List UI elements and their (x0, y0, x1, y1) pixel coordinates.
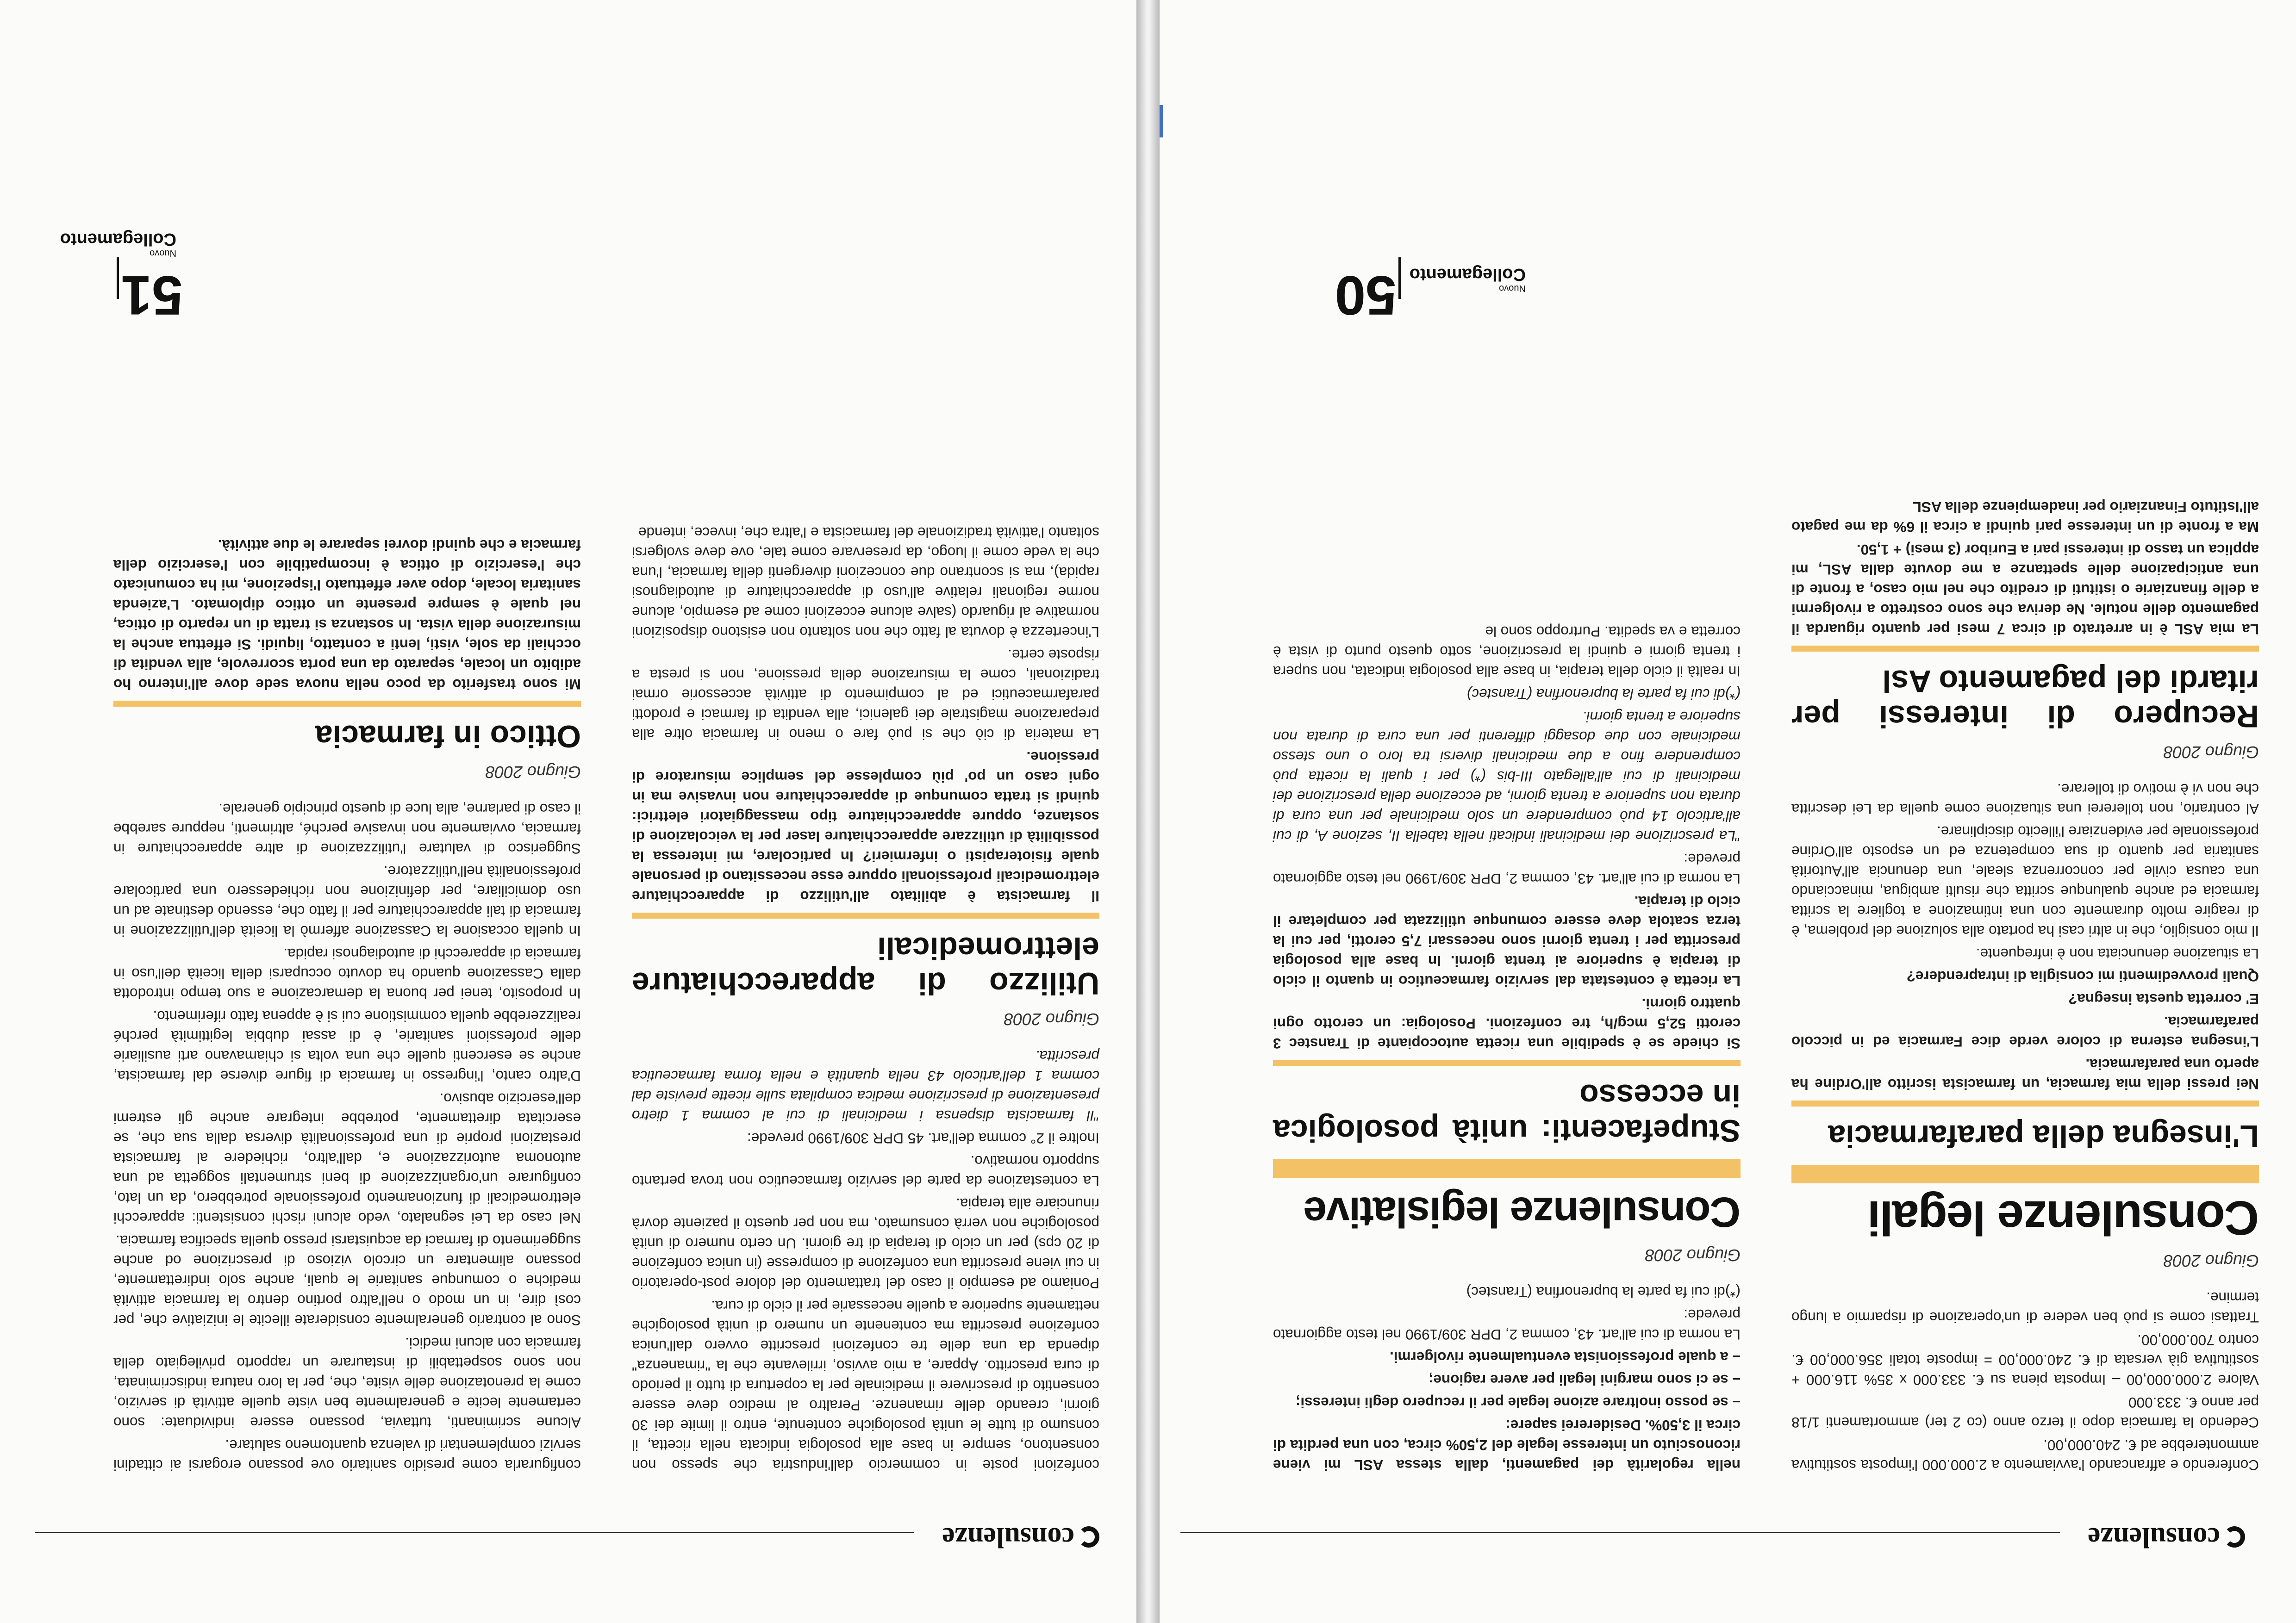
paragraph: In quella occasione la Cassazione affermò la liceità dell'utilizzazione in farmacia di tali apparecchiature per il fatto che, essendo destinate ad un uso domiciliare, per definizione non richiedessero una particolare professionalità nell'utilizzatore. (113, 863, 581, 939)
question: E' corretta questa insegna? (2068, 991, 2259, 1007)
brand-c-icon (2224, 1526, 2245, 1548)
folio-divider (117, 257, 119, 299)
paragraph: Nel caso da Lei segnalato, vedo alcuni rischi consistenti: apparecchi elettromedicali di funzionamento professionale potrebbero, da un lato, configurare un'organizzazione di beni strumentali soggetta ad una autonoma autorizzazione e, dall'altro, richiedere al farmacista prestazioni proprie di una professionalità diversa dalla sua che, se esercitata direttamente, potrebbe integrare anche gli estremi dell'esercizio abusivo. (113, 1090, 581, 1226)
paragraph: D'altro canto, l'ingresso in farmacia di figure diverse dal farmacista, anche se esercenti quelle che una volta si chiamavano arti ausiliarie delle professioni sanitarie, è di assai dubbia legittimità perché realizzerebbe quella commistione cui si è appena fatto riferimento. (113, 1008, 581, 1084)
brand-c-icon (1078, 1526, 1099, 1548)
page-51 (0, 0, 1136, 1623)
issue-date: Giugno 2008 (1004, 1010, 1099, 1029)
section-title: Consulenze legali (1868, 1191, 2259, 1244)
question: La mia ASL è in arretrato di circa 7 mesi per quanto riguarda il pagamento delle notule. Ne deriva che sono costretto a rivolgermi a delle finanziarie o istituti di credito che nel mio caso, a fronte di una anticipazione delle spettanze a me dovute dalla ASL, mi applica un tasso di interessi pari a Euribor (3 mesi) + 1,50. (1791, 541, 2259, 638)
paragraph: Inoltre il 2° comma dell'art. 45 DPR 309/1990 prevede: (747, 1130, 1099, 1147)
accent-rule (113, 701, 581, 707)
issue-date: Giugno 2008 (485, 763, 581, 782)
quoted-law: "Il farmacista dispensa i medicinali di cui al comma 1 dietro presentazione di prescrizione medica compilata sulle ricette previste dal comma 1 dell'articolo 43 nella quantità e nella forma farmaceutica prescritta. (632, 1048, 1099, 1124)
left-column-1 (1791, 494, 2259, 1475)
running-header (35, 1517, 1099, 1554)
question: Mi sono trasferito da poco nella nuova sede dove all'interno ho adibito un locale, separato da una porta scorrevole, alla vendita di occhiali da sole, visti, lenti a contatto, liquidi. Si effettua anche la misurazione della vista. In sostanza si tratta di un reparto di ottica, nel quale è sempre presente un ottico diplomato. L'azienda sanitaria locale, dopo aver effettuato l'ispezione, mi ha comunicato che l'esercizio di ottica è incompatibile con l'esercizio della farmacia e che quindi dovrei separare le due attività. (113, 537, 581, 693)
paragraph: Trattasi come si può ben vedere di un'operazione di risparmio a lungo termine. (1791, 1289, 2259, 1326)
page-50 (1160, 0, 2296, 1623)
paragraph: Suggerisco di valutare l'utilizzazione di altre apparecchiature in farmacia, ovviamente non invasive perché, altrimenti, neppure sarebbe il caso di parlarne, alla luce di questo principio generale. (113, 801, 581, 857)
issue-date: Giugno 2008 (2163, 1251, 2259, 1270)
question: nella regolarità dei pagamenti, dalla stessa ASL mi viene riconosciuto un interesse legale del 2,50% circa, con una perdita di circa il 3,50%. Desidererei sapere: (1273, 1417, 1741, 1474)
right-column-2 (113, 532, 581, 1475)
publication-name (60, 229, 176, 257)
question: Ma a fronte di un interesse pari quindi a circa il 6% da me pagato all'Istituto Finanziario per inadempienze della ASL (1791, 499, 2259, 535)
article-title: Ottico in farmacia (315, 719, 581, 754)
paragraph: In proposito, tenei per buona la demarcazione a suo tempo introdotta dalla Cassazione quando ha dovuto occuparsi della liceità dell'uso in farmacia di apparecchi di autodiagnosi rapida. (113, 945, 581, 1002)
paragraph: configurarla come presidio sanitario ove possano erogarsi ai cittadini servizi complementari di valenza quantomeno salutare. (113, 1437, 581, 1474)
paragraph: Alcune scriminanti, tuttavia, possano essere individuate: sono certamente lecite e generalmente ben viste quelle attività di servizio, come la prenotazione delle visite, che, per la loro natura indiscriminata, non sono sospettabili di instaurare un rapporto privilegiato della farmacia con alcuni medici. (113, 1335, 581, 1431)
publication-label: Collegamento (60, 230, 176, 249)
answer: L'incertezza è dovuta al fatto che non soltanto non esistono disposizioni normative al riguardo (salve alcune eccezioni come ad esempio, alcune norme regionali relative all'uso di apparecchiature di autodiagnosi rapida), ma si scontrano due concezioni divergenti della farmacia, l'una che la vede come il luogo, da preservare come tale, ove deve svolgersi soltanto l'attività tradizionale del farmacista e l'altra che, invece, intende (632, 524, 1099, 640)
article-title: Recupero di interessi per ritardi del pagamento Asl (1791, 664, 2259, 734)
paragraph: Poniamo ad esempio il caso del trattamento del dolore post-operatorio in cui viene prescritta una confezione di compresse (in unica confezione di 20 cps) per un ciclo di terapia di tre giorni. Un certo numero di unità posologiche non verrà consumato, ma non per questo il paziente dovrà rinunciare alla terapia. (632, 1195, 1099, 1292)
question: Quali provvedimenti mi consiglia di intraprendere? (1906, 968, 2259, 985)
question: La ricetta è contestata dal servizio farmaceutico in quanto il ciclo di terapia è superiore ai trenta giorni. In base alla posologia prescritta per i trenta giorni sono necessari 7,5 cerotti, per cui la terza scatola deve essere comunque utilizzata per completare il ciclo di terapia. (1273, 893, 1741, 989)
accent-bar (1273, 1159, 1741, 1178)
brand-text: consulenze (942, 1522, 1074, 1553)
answer: La norma di cui all'art. 43, comma 2, DPR 309/1990 nel testo aggiornato prevede: (1273, 851, 1741, 887)
paragraph: Cedendo la farmacia dopo il terzo anno (co 2 ter) ammortamenti 1/18 per anno €. 333.000 (1791, 1394, 2259, 1431)
accent-rule (1791, 1101, 2259, 1107)
paragraph: La contestazione da parte del servizio farmaceutico non trova pertanto supporto normativo. (632, 1153, 1099, 1189)
right-column-1 (632, 520, 1099, 1475)
issue-date: Giugno 2008 (2163, 743, 2259, 762)
accent-rule (632, 913, 1099, 919)
accent-rule (1273, 1060, 1741, 1066)
answer: La situazione denunciata non è infrequente. (1976, 945, 2259, 962)
publication-small: Nuovo (1499, 283, 1526, 293)
page-number: 51 (121, 264, 183, 326)
masthead-brand (942, 1522, 1099, 1553)
article-title: Utilizzo di apparecchiature elettromedicali (632, 931, 1099, 1001)
answer: La norma di cui all'art. 43, comma 2, DPR 309/1990 nel testo aggiornato prevede: (1273, 1306, 1741, 1343)
paragraph: Sono al contrario generalmente considerate illecite le iniziative che, per così dire, in un modo o nell'altro portino dentro la farmacia attività mediche o comunque sanitarie le quali, anche solo indirettamente, possano alimentare un circolo vizioso di prescrizione od anche suggerimento di farmaci da acquistarsi presso quella specifica farmacia. (113, 1232, 581, 1329)
accent-bar (1791, 1165, 2259, 1183)
article-title: L'insegna della parafarmacia (1828, 1119, 2259, 1154)
answer: Al contrario, non tollererei una situazione come quella da Lei descritta che non vi è motivo di tollerare. (1791, 781, 2259, 817)
footnote: (*)di cui fa parte la buprenorfina (Transtec) (1466, 686, 1741, 703)
answer: La materia di ciò che si può fare o meno in farmacia oltre alla preparazione magistrale dei galenici, alla vendita di farmaci e prodotti parafarmaceutici ed al compimento di attività accessorie ormai tradizionali, come la misurazione della pressione, non si presta a risposte certe. (632, 647, 1099, 743)
question: Il farmacista è abilitato all'utilizzo di apparecchiature elettromedicali professionali oppure esse necessitano di personale quale fisioterapisti o infermieri? In particolare, mi interessa la possibilità di utilizzare apparecchiature laser per la veicolazione di sostanze, oppure apparecchiature tipo massaggiatori elettrici: quindi si tratta comunque di apparecchiature non invasive ma in ogni caso un po' più complesse del semplice misuratore di pressione. (632, 749, 1099, 905)
folio-divider (1398, 257, 1401, 299)
question: – se posso inoltrare azione legale per il recupero degli interessi; (1295, 1394, 1741, 1411)
header-rule (1180, 1532, 2060, 1533)
masthead-brand (2088, 1522, 2245, 1553)
answer: Il mio consiglio, che in altri casi ha portato alla soluzione del problema, è di reagire molto duramente con una intimazione a togliere la scritta farmacia ed anche qualunque scritta che risulti ambigua, minacciando una causa civile per concorrenza sleale, una denuncia all'Autorità sanitaria per quanto di sua competenza ed un esposto all'Ordine professionale per evidenziare l'illecito disciplinare. (1791, 823, 2259, 939)
page-folio (1335, 257, 1532, 327)
running-header (1180, 1517, 2245, 1554)
question: – a quale professionista eventualmente rivolgermi. (1390, 1349, 1741, 1366)
section-title: Consulenze legislative (1304, 1188, 1741, 1236)
brand-text: consulenze (2088, 1522, 2220, 1553)
header-rule (35, 1532, 914, 1533)
answer: In realtà il ciclo della terapia, in base alla posologia indicata, non supera i trenta giorni e quindi la prescrizione, sotto questo punto di vista è corretta e va spedita. Purtroppo sono le (1273, 623, 1741, 680)
answer: (*)di cui fa parte la buprenorfina (Transtec) (1466, 1284, 1741, 1300)
question: Nei pressi della mia farmacia, un farmacista iscritto all'Ordine ha aperto una parafarmacia. (1791, 1056, 2259, 1093)
quoted-law: "La prescrizione dei medicinali indicati nella tabella II, sezione A, di cui all'articolo 14 può comprendere un solo medicinale per una cura di durata non superiore a trenta giorni, ad eccezione della prescrizione dei medicinali di cui all'allegato III-bis (*) per i quali la ricetta può comprendere fino a due medicinali diversi tra loro o uno stesso medicinale con due dosaggi differenti per una cura di durata non superiore a trenta giorni. (1273, 709, 1741, 845)
accent-rule (1791, 646, 2259, 652)
question: Si chiede se è spedibile una ricetta autocopiante di Transtec 3 cerotti 52,5 mcg/h, tre confezioni. Posologia: un cerotto ogni quattro giorni. (1273, 995, 1741, 1052)
article-title: Stupefacenti: unità posologica in eccesso (1273, 1078, 1741, 1148)
question: – se ci sono margini legali per avere ragione; (1428, 1372, 1741, 1388)
page-number: 50 (1335, 264, 1397, 326)
page-gutter (1136, 0, 1160, 1623)
edge-marker (1160, 105, 1163, 137)
left-column-2 (1273, 619, 1741, 1475)
publication-small: Nuovo (150, 248, 176, 259)
paragraph: Conferendo e affrancando l'avviamento a 2.000.000 l'imposta sostitutiva ammonterebbe ad €. 240.000,00. (1791, 1437, 2259, 1474)
page-folio (0, 229, 183, 327)
issue-date: Giugno 2008 (1645, 1246, 1741, 1265)
question: L'insegna esterna di colore verde dice Farmacia ed in piccolo parafarmacia. (1791, 1014, 2259, 1050)
publication-name (1410, 264, 1526, 292)
publication-label: Collegamento (1409, 264, 1526, 284)
paragraph: Valore 2.000.000,00 – Imposta piena su €. 333.000 x 35% 116.000 + sostitutiva già versata di €. 240.000,00 = imposte totali 356.000,00 €. contro 700.000,00. (1791, 1332, 2259, 1388)
paragraph: confezioni poste in commercio dall'industria che spesso non consentono, sempre in base alla posologia indicata nella ricetta, il consumo di tutte le unità posologiche contenute, entro il limite dei 30 giorni, creando delle rimanenze. Peraltro al medico deve essere consentito di prescrivere il medicinale per la copertura di tutto il periodo di cura prescritto. Appare, a mio avviso, irrilevante che la "rimanenza" dipenda da una delle tre confezioni prescritte ovvero dall'unica confezione prescritta ma contenente un numero di unità posologiche nettamente superiore a quelle necessarie per il ciclo di cura. (632, 1298, 1099, 1474)
